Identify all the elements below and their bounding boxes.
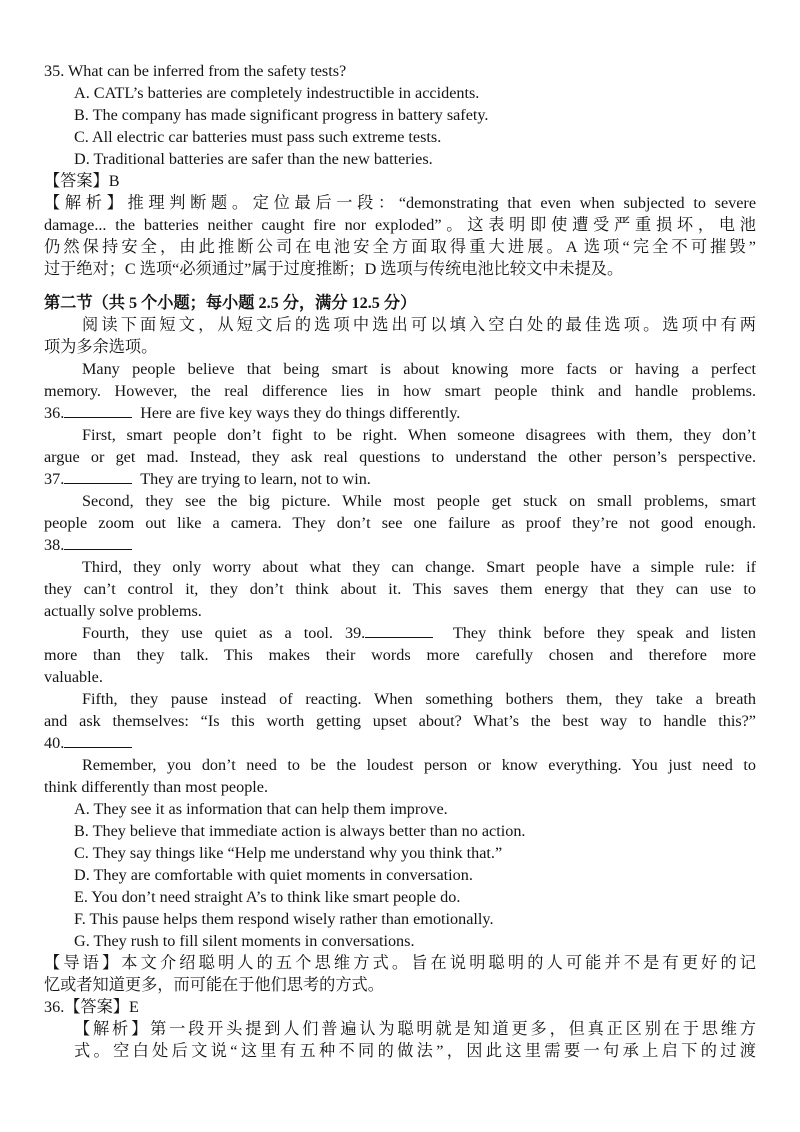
q35-analysis-line: damage... the batteries neither caught fire nor exploded”。这表明即使遭受严重损坏，电池: [44, 216, 756, 234]
blank-38-line: [44, 534, 756, 556]
passage-line: Remember, you don’t need to be the loudest person or know everything. You just need to: [82, 756, 756, 774]
blank-40: [64, 733, 132, 748]
a36-analysis-line: 【解析】第一段开头提到人们普遍认为聪明就是知道更多，但真正区别在于思维方: [74, 1020, 756, 1038]
choice-c: C. They say things like “Help me understand why you think that.”: [74, 844, 503, 862]
q35-option-a: A. CATL’s batteries are completely indestructible in accidents.: [74, 84, 480, 102]
a36-analysis-line: 式。空白处后文说“这里有五种不同的做法”，因此这里需要一句承上启下的过渡: [74, 1042, 756, 1060]
q35-analysis-line: 仍然保持安全，由此推断公司在电池安全方面取得重大进展。A 选项“完全不可摧毁”: [44, 238, 756, 256]
blank-36: [64, 403, 132, 418]
q35-question: 35. What can be inferred from the safety tests?: [44, 62, 347, 80]
blank-37: [64, 469, 132, 484]
blank-number: 36.: [44, 404, 65, 422]
passage-text: They think before they speak and listen: [452, 624, 757, 642]
blank-number: 38.: [44, 536, 65, 554]
q35-analysis-line: 【解析】推理判断题。定位最后一段：“demonstrating that even when subjected to severe: [44, 194, 756, 212]
passage-line: Second, they see the big picture. While most people get stuck on small problems, smart: [82, 492, 756, 510]
blank-number: 37.: [44, 470, 65, 488]
section-instruction: 阅读下面短文，从短文后的选项中选出可以填入空白处的最佳选项。选项中有两: [82, 316, 756, 334]
guide-line: 【导语】本文介绍聪明人的五个思维方式。旨在说明聪明的人可能并不是有更好的记: [44, 954, 756, 972]
passage-line: Third, they only worry about what they can change. Smart people have a simple rule: if: [82, 558, 756, 576]
passage-line: think differently than most people.: [44, 778, 269, 796]
choice-g: G. They rush to fill silent moments in conversations.: [74, 932, 415, 950]
q35-option-d: D. Traditional batteries are safer than the new batteries.: [74, 150, 433, 168]
passage-line: actually solve problems.: [44, 602, 202, 620]
blank-number: 40.: [44, 734, 65, 752]
passage-text: Here are five key ways they do things differently.: [140, 404, 461, 422]
passage-line: they can’t control it, they don’t think about it. This saves them energy that they can use to: [44, 580, 756, 598]
section-heading: 第二节（共 5 个小题；每小题 2.5 分，满分 12.5 分）: [44, 294, 417, 312]
blank-number: 39.: [344, 624, 366, 642]
guide-line: 忆或者知道更多，而可能在于他们思考的方式。: [44, 976, 384, 994]
q35-analysis-line: 过于绝对；C 选项“必须通过”属于过度推断；D 选项与传统电池比较文中未提及。: [44, 260, 624, 278]
blank-38: [64, 535, 132, 550]
exam-page: [44, 60, 756, 1062]
choice-f: F. This pause helps them respond wisely rather than emotionally.: [74, 910, 494, 928]
blank-40-line: [44, 732, 756, 754]
section-instruction: 项为多余选项。: [44, 338, 158, 356]
choice-d: D. They are comfortable with quiet moments in conversation.: [74, 866, 473, 884]
passage-line: argue or get mad. Instead, they ask real questions to understand the other person’s perspective.: [44, 448, 756, 466]
passage-text: They are trying to learn, not to win.: [140, 470, 371, 488]
passage-line: First, smart people don’t fight to be right. When someone disagrees with them, they don’t: [82, 426, 756, 444]
blank-39: [365, 623, 433, 638]
q35-option-c: C. All electric car batteries must pass such extreme tests.: [74, 128, 442, 146]
q35-answer: 【答案】B: [44, 172, 120, 190]
passage-line: and ask themselves: “Is this worth getting upset about? What’s the best way to handle this?”: [44, 712, 756, 730]
passage-line: memory. However, the real difference lies in how smart people think and handle problems.: [44, 382, 756, 400]
passage-line: people zoom out like a camera. They don’t see one failure as proof they’re not good enough.: [44, 514, 756, 532]
blank-39-line: [44, 622, 756, 644]
passage-line: Fifth, they pause instead of reacting. When something bothers them, they take a breath: [82, 690, 756, 708]
passage-line: more than they talk. This makes their words more carefully chosen and therefore more: [44, 646, 756, 664]
choice-a: A. They see it as information that can help them improve.: [74, 800, 448, 818]
choice-e: E. You don’t need straight A’s to think like smart people do.: [74, 888, 461, 906]
q35-option-b: B. The company has made significant progress in battery safety.: [74, 106, 489, 124]
choice-b: B. They believe that immediate action is always better than no action.: [74, 822, 526, 840]
passage-text: Fourth, they use quiet as a tool.: [82, 624, 333, 642]
passage-line: valuable.: [44, 668, 103, 686]
blank-37-line: [44, 468, 756, 490]
a36-answer: 36.【答案】E: [44, 998, 139, 1016]
blank-36-line: [44, 402, 756, 424]
passage-line: Many people believe that being smart is about knowing more facts or having a perfect: [82, 360, 756, 378]
